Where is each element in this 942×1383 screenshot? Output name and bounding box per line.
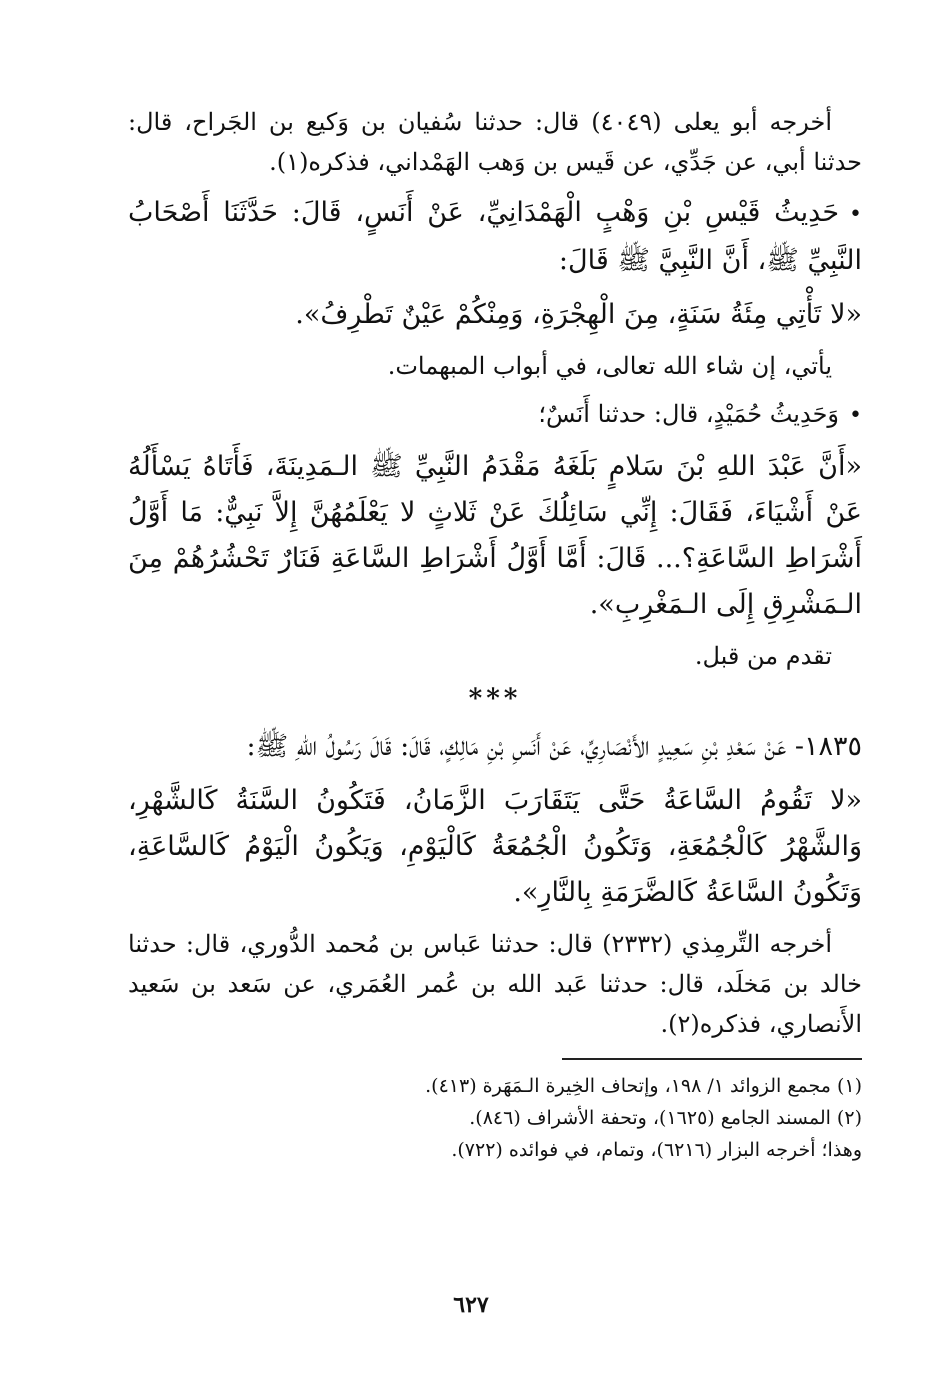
note-taqaddam: تقدم من قبل. bbox=[694, 642, 832, 670]
hadith-qays-text: «لا تَأْتِي مِئَةُ سَنَةٍ، مِنَ الْهِجْرَةِ، وَمِنْكُمْ عَيْنٌ تَطْرِفُ». bbox=[295, 299, 862, 330]
page-number: ٦٢٧ bbox=[453, 1292, 489, 1318]
takhrij-tirmidhi-paragraph: أخرجه التِّرمِذي (٢٣٣٢) قال: حدثنا عَباس بن مُحمد الدُّوري، قال: حدثنا خالد بن مَخلَد، قال: حدثنا عَبد الله بن عُمر العُمَري، عن سَعد بن سَعيد الأَنصاري، فذكره(٢). bbox=[128, 930, 862, 1038]
hadith-humayd-text: «أَنَّ عَبْدَ اللهِ بْنَ سَلامٍ بَلَغَهُ مَقْدَمُ النَّبِيِّ ﷺ الـمَدِينَةَ، فَأَتَاهُ يَسْأَلُهُ عَنْ أَشْيَاءَ، فَقَالَ: إِنِّي سَائِلُكَ عَنْ ثَلاثٍ لا يَعْلَمُهُنَّ إِلاَّ نَبِيٌّ: مَا أَوَّلُ أَشْرَاطِ السَّاعَةِ؟... قَالَ: أَمَّا أَوَّلُ أَشْرَاطِ السَّاعَةِ فَنَارٌ تَحْشُرُهُمْ مِنَ الـمَشْرِقِ إِلَى الـمَغْرِبِ». bbox=[128, 451, 862, 620]
note-mubhamat: يأتي، إن شاء الله تعالى، في أبواب المبهمات. bbox=[387, 352, 832, 380]
section-separator: *** bbox=[468, 684, 522, 714]
hadith-1835-text: «لا تَقُومُ السَّاعَةُ حَتَّى يَتَقَارَبَ الزَّمَانُ، فَتَكُونُ السَّنَةُ كَالشَّهْرِ، وَالشَّهْرُ كَالْجُمُعَةِ، وَتَكُونُ الْجُمُعَةُ كَالْيَوْمِ، وَيَكُونُ الْيَوْمُ كَالسَّاعَةِ، وَتَكُونُ السَّاعَةُ كَالضَّرَمَةِ بِالنَّارِ». bbox=[128, 785, 862, 908]
footnote-1: (١) مجمع الزوائد ١/ ١٩٨، وإتحاف الخِيرة الـمَهَرة (٤١٣). bbox=[425, 1075, 862, 1097]
hadith-humayd-intro: • وَحَدِيثُ حُمَيْدٍ، قال: حدثنا أَنَسٌ؛ bbox=[128, 394, 862, 436]
hadith-qays-intro: • حَدِيثُ قَيْسِ بْنِ وَهْبٍ الْهَمْدَانِيِّ، عَنْ أَنَسٍ، قَالَ: حَدَّثَنَا أَصْحَابُ النَّبِيِّ ﷺ، أَنَّ النَّبِيَّ ﷺ قَالَ: bbox=[128, 190, 862, 284]
footnote-2-continuation: وهذا؛ أخرجه البزار (٦٢١٦)، وتمام، في فوائده (٧٢٢). bbox=[451, 1139, 862, 1161]
hadith-1835-intro: ١٨٣٥- عَنْ سَعْدِ بْنِ سَعِيدٍ الأَنْصَارِيِّ، عَنْ أَنَسِ بْنِ مَالِكٍ، قَالَ: قَالَ رَسُولُ اللهِ ﷺ: bbox=[246, 731, 862, 762]
footnote-divider bbox=[562, 1058, 862, 1060]
takhrij-abu-yala-paragraph: أخرجه أبو يعلى (٤٠٤٩) قال: حدثنا سُفيان بن وَكيع بن الجَراح، قال: حدثنا أبي، عن جَدِّي، عن قَيس بن وَهب الهَمْداني، فذكره(١). bbox=[128, 108, 862, 176]
footnote-2: (٢) المسند الجامع (١٦٢٥)، وتحفة الأشراف (٨٤٦). bbox=[469, 1107, 862, 1129]
book-page bbox=[128, 102, 862, 1166]
